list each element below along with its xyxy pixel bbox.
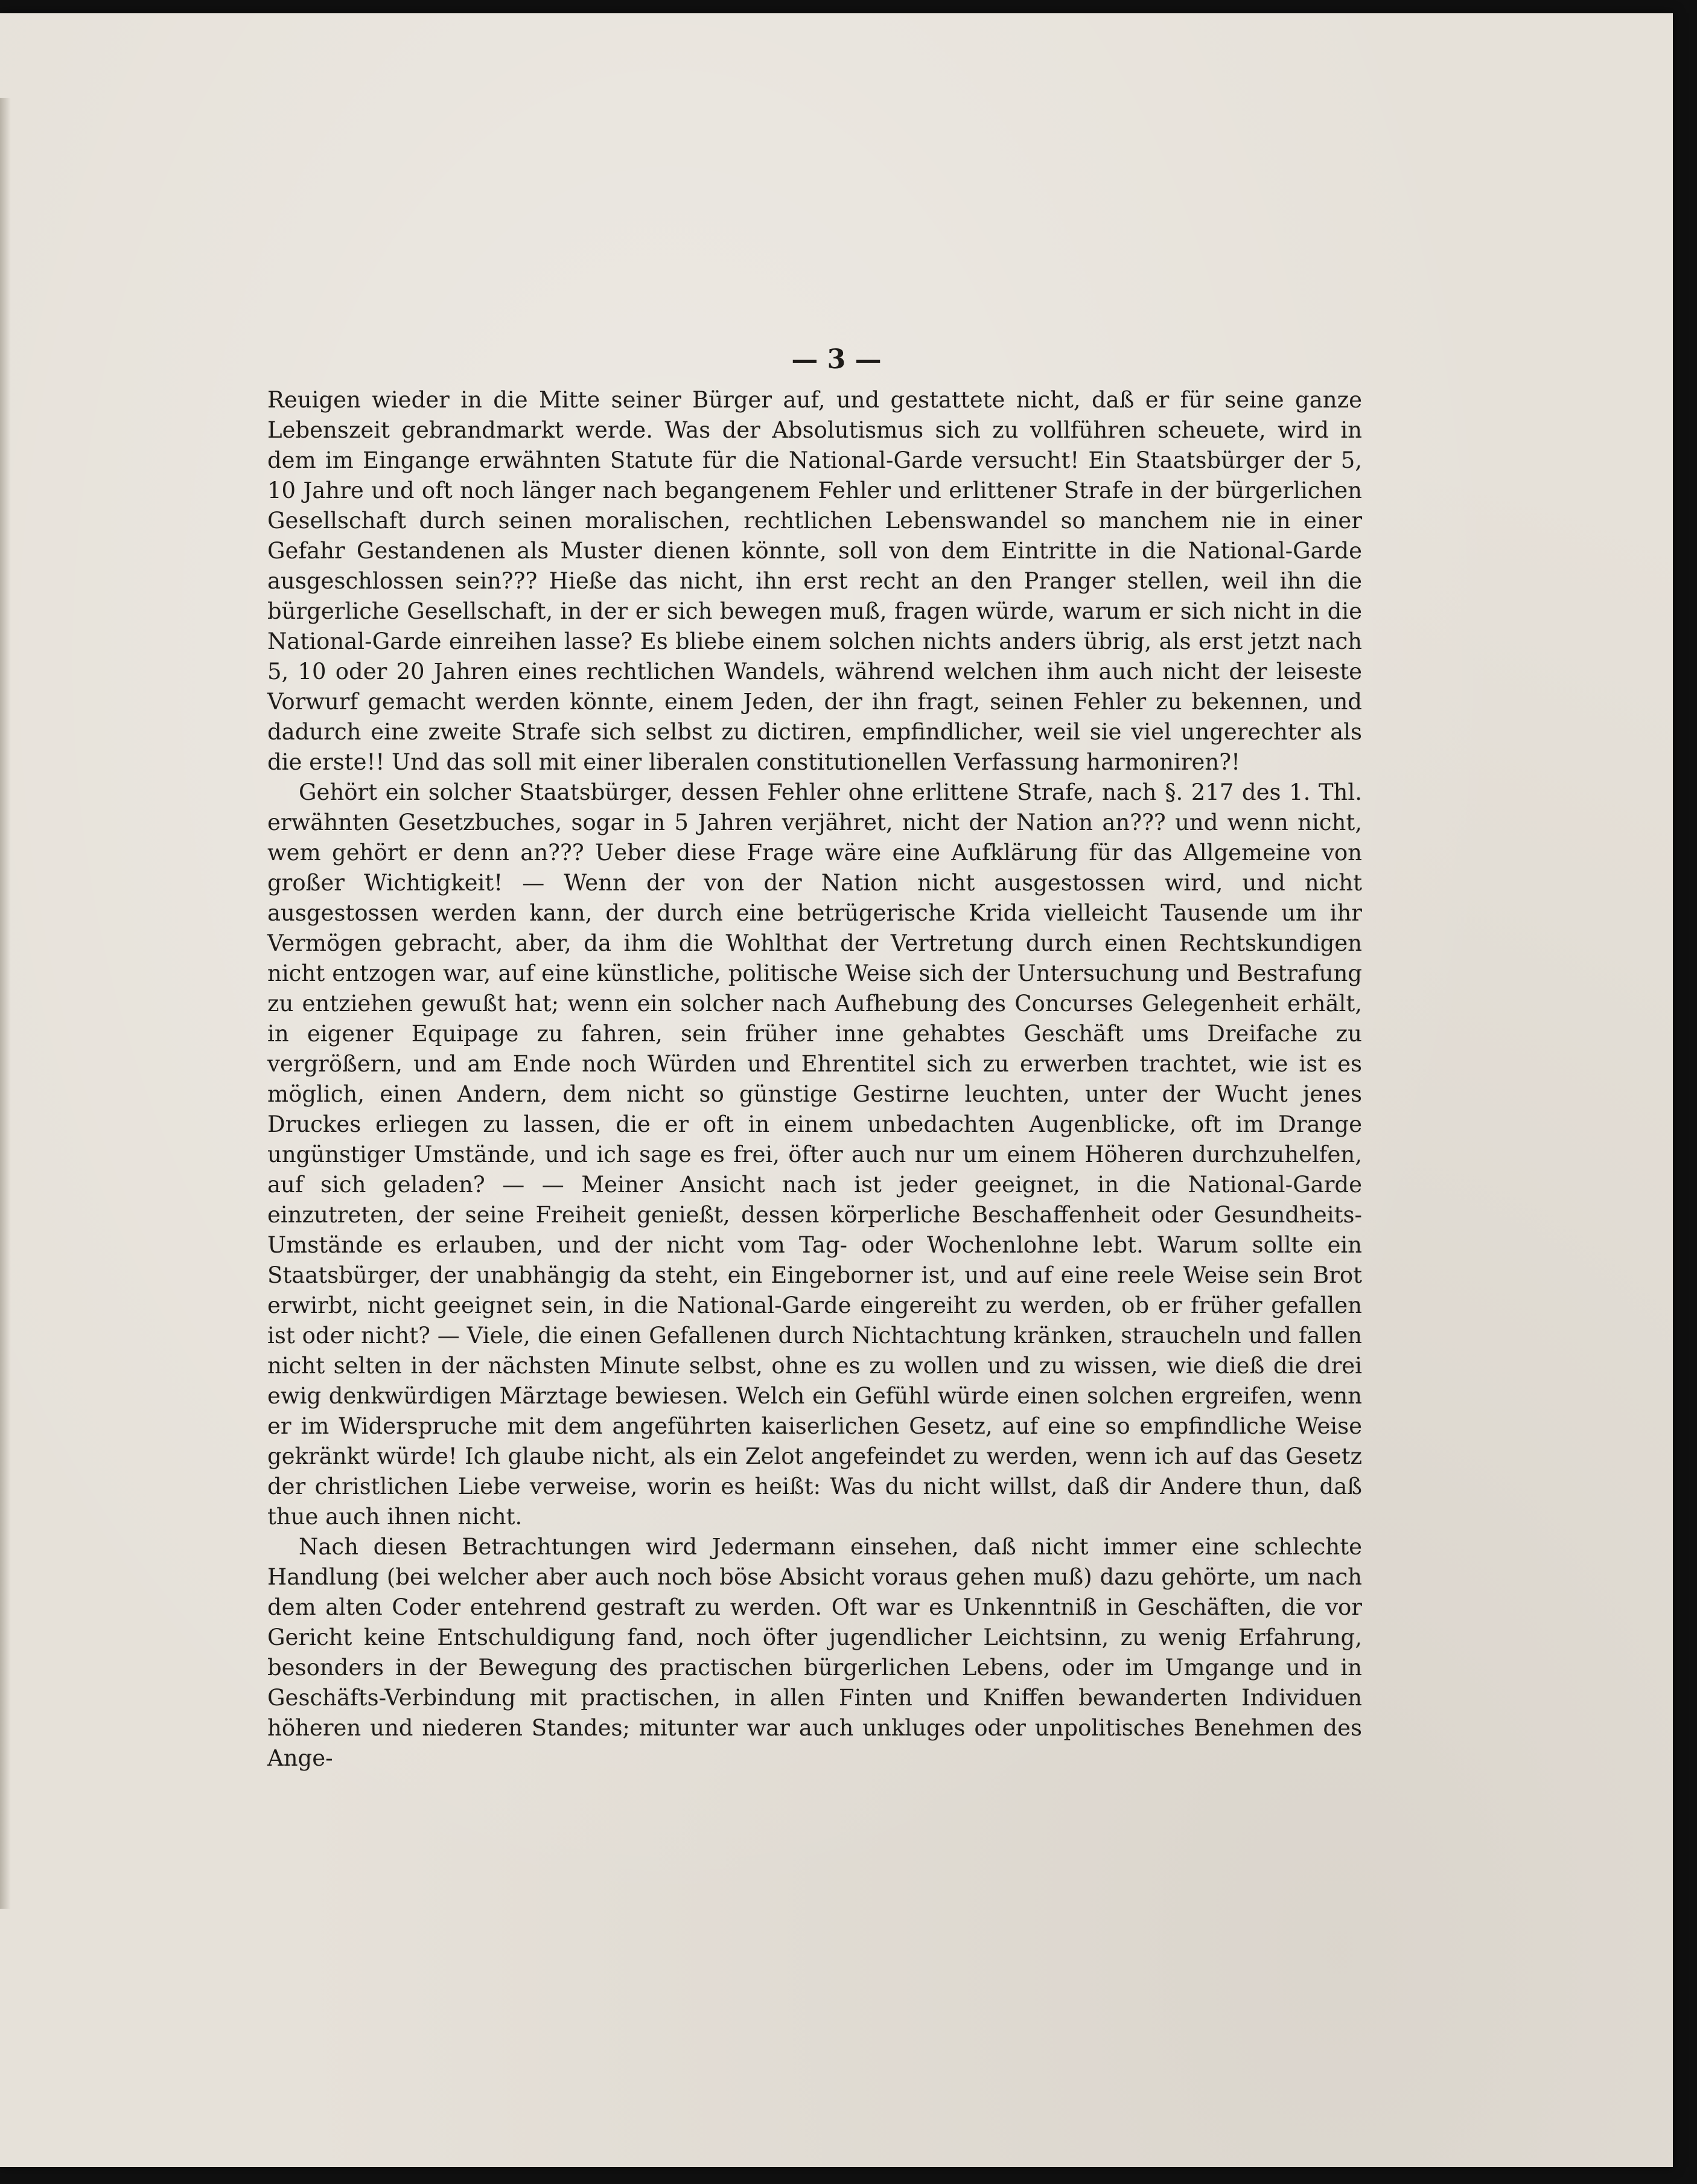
paragraph-2: Gehört ein solcher Staatsbürger, dessen Fehler ohne erlittene Strafe, nach §. 217 des 1. Thl. erwähnten Gesetzbuches, sogar in 5 Jahren verjähret, nicht der Nation an??? und wenn nicht, wem gehört er denn an??? Ueber diese Frage wäre eine Aufklärung für das Allgemeine von großer Wichtigkeit! — Wenn der von der Nation nicht ausgestossen wird, und nicht ausgestossen werden kann, der durch eine betrügerische Krida vielleicht Tausende um ihr Vermögen gebracht, aber, da ihm die Wohlthat der Vertretung durch einen Rechtskundigen nicht entzogen war, auf eine künstliche, politische Weise sich der Untersuchung und Bestrafung zu entziehen gewußt hat; wenn ein solcher nach Aufhebung des Concurses Gelegenheit erhält, in eigener Equipage zu fahren, sein früher inne gehabtes Geschäft ums Dreifache zu vergrößern, und am Ende noch Würden und Ehrentitel sich zu erwerben trachtet, wie ist es möglich, einen Andern, dem nicht so günstige Gestirne leuchten, unter der Wucht jenes Druckes erliegen zu lassen, die er oft in einem unbedachten Augenblicke, oft im Drange ungünstiger Umstände, und ich sage es frei, öfter auch nur um einem Höheren durchzuhelfen, auf sich geladen? — — Meiner Ansicht nach ist jeder geeignet, in die National-Garde einzutreten, der seine Freiheit genießt, dessen körperliche Beschaffenheit oder Gesundheits-Umstände es erlauben, und der nicht vom Tag- oder Wochenlohne lebt. Warum sollte ein Staatsbürger, der unabhängig da steht, ein Eingeborner ist, und auf eine reele Weise sein Brot erwirbt, nicht geeignet sein, in die National-Garde eingereiht zu werden, ob er früher gefallen ist oder nicht? — Viele, die einen Gefallenen durch Nichtachtung kränken, straucheln und fallen nicht selten in der nächsten Minute selbst, ohne es zu wollen und zu wissen, wie dieß die drei ewig denkwürdigen Märztage bewiesen. Welch ein Gefühl würde einen solchen ergreifen, wenn er im Widerspruche mit dem angeführten kaiserlichen Gesetz, auf eine so empfindliche Weise gekränkt würde! Ich glaube nicht, als ein Zelot angefeindet zu werden, wenn ich auf das Gesetz der christlichen Liebe verweise, worin es heißt: Was du nicht willst, daß dir Andere thun, daß thue auch ihnen nicht. [267, 779, 1362, 1530]
paragraph-3: Nach diesen Betrachtungen wird Jedermann einsehen, daß nicht immer eine schlechte Handlung (bei welcher aber auch noch böse Absicht voraus gehen muß) dazu gehörte, um nach dem alten Coder entehrend gestraft zu werden. Oft war es Unkenntniß in Geschäften, die vor Gericht keine Entschuldigung fand, noch öfter jugendlicher Leichtsinn, zu wenig Erfahrung, besonders in der Bewegung des practischen bürgerlichen Lebens, oder im Umgange und in Geschäfts-Verbindung mit practischen, in allen Finten und Kniffen bewanderten Individuen höheren und niederen Standes; mitunter war auch unkluges oder unpolitisches Benehmen des Ange- [267, 1534, 1362, 1771]
body-text [267, 385, 1362, 1774]
page-number: — 3 — [791, 344, 882, 375]
paragraph-1: Reuigen wieder in die Mitte seiner Bürger auf, und gestattete nicht, daß er für seine ganze Lebenszeit gebrandmarkt werde. Was der Absolutismus sich zu vollführen scheuete, wird in dem im Eingange erwähnten Statute für die National-Garde versucht! Ein Staatsbürger der 5, 10 Jahre und oft noch länger nach begangenem Fehler und erlittener Strafe in der bürgerlichen Gesellschaft durch seinen moralischen, rechtlichen Lebenswandel so manchem nie in einer Gefahr Gestandenen als Muster dienen könnte, soll von dem Eintritte in die National-Garde ausgeschlossen sein??? Hieße das nicht, ihn erst recht an den Pranger stellen, weil ihn die bürgerliche Gesellschaft, in der er sich bewegen muß, fragen würde, warum er sich nicht in die National-Garde einreihen lasse? Es bliebe einem solchen nichts anders übrig, als erst jetzt nach 5, 10 oder 20 Jahren eines rechtlichen Wandels, während welchen ihm auch nicht der leiseste Vorwurf gemacht werden könnte, einem Jeden, der ihn fragt, seinen Fehler zu bekennen, und dadurch eine zweite Strafe sich selbst zu dictiren, empfindlicher, weil sie viel ungerechter als die erste!! Und das soll mit einer liberalen constitutionellen Verfassung harmoniren?! [267, 387, 1362, 775]
document-page [0, 13, 1673, 2167]
